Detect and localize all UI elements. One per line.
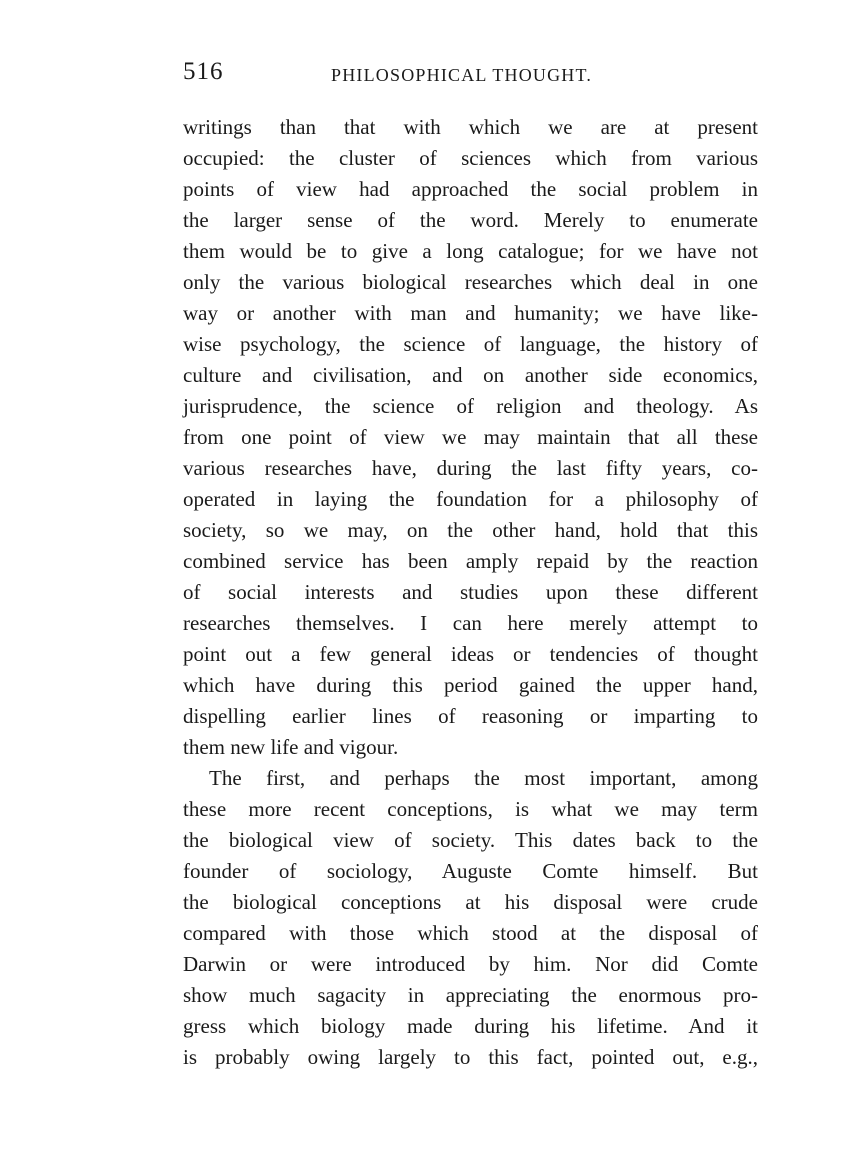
text-line: society, so we may, on the other hand, hold that this (183, 518, 758, 542)
text-line: gress which biology made during his lifetime. And it (183, 1014, 758, 1038)
text-line: occupied: the cluster of sciences which from various (183, 146, 758, 170)
text-line: researches themselves. I can here merely attempt to (183, 611, 758, 635)
text-line: the biological view of society. This dates back to the (183, 828, 758, 852)
text-line: founder of sociology, Auguste Comte himself. But (183, 859, 758, 883)
text-line: from one point of view we may maintain that all these (183, 425, 758, 449)
text-line: way or another with man and humanity; we have like- (183, 301, 758, 325)
text-line: operated in laying the foundation for a philosophy of (183, 487, 758, 511)
text-line: The first, and perhaps the most important, among (209, 766, 758, 790)
text-line: show much sagacity in appreciating the enormous pro- (183, 983, 758, 1007)
body-text (183, 112, 758, 1073)
text-line: dispelling earlier lines of reasoning or imparting to (183, 704, 758, 728)
text-line: culture and civilisation, and on another side economics, (183, 363, 758, 387)
text-line: point out a few general ideas or tendencies of thought (183, 642, 758, 666)
text-line: these more recent conceptions, is what we may term (183, 797, 758, 821)
text-line: compared with those which stood at the disposal of (183, 921, 758, 945)
text-line: them would be to give a long catalogue; for we have not (183, 239, 758, 263)
text-line: of social interests and studies upon these different (183, 580, 758, 604)
text-line: jurisprudence, the science of religion and theology. As (183, 394, 758, 418)
page-number: 516 (183, 58, 224, 85)
text-line: combined service has been amply repaid by the reaction (183, 549, 758, 573)
running-head (183, 58, 763, 92)
text-line: only the various biological researches which deal in one (183, 270, 758, 294)
text-line: Darwin or were introduced by him. Nor did Comte (183, 952, 758, 976)
text-line: is probably owing largely to this fact, pointed out, e.g., (183, 1045, 758, 1069)
text-line: which have during this period gained the upper hand, (183, 673, 758, 697)
paragraph-1 (183, 112, 758, 763)
text-line: various researches have, during the last fifty years, co- (183, 456, 758, 480)
text-line: wise psychology, the science of language, the history of (183, 332, 758, 356)
text-line: writings than that with which we are at present (183, 115, 758, 139)
text-line: them new life and vigour. (183, 735, 399, 759)
running-title: PHILOSOPHICAL THOUGHT. (331, 65, 593, 85)
text-line: the biological conceptions at his disposal were crude (183, 890, 758, 914)
text-line: points of view had approached the social problem in (183, 177, 758, 201)
text-line: the larger sense of the word. Merely to enumerate (183, 208, 758, 232)
paragraph-2 (183, 763, 758, 1073)
